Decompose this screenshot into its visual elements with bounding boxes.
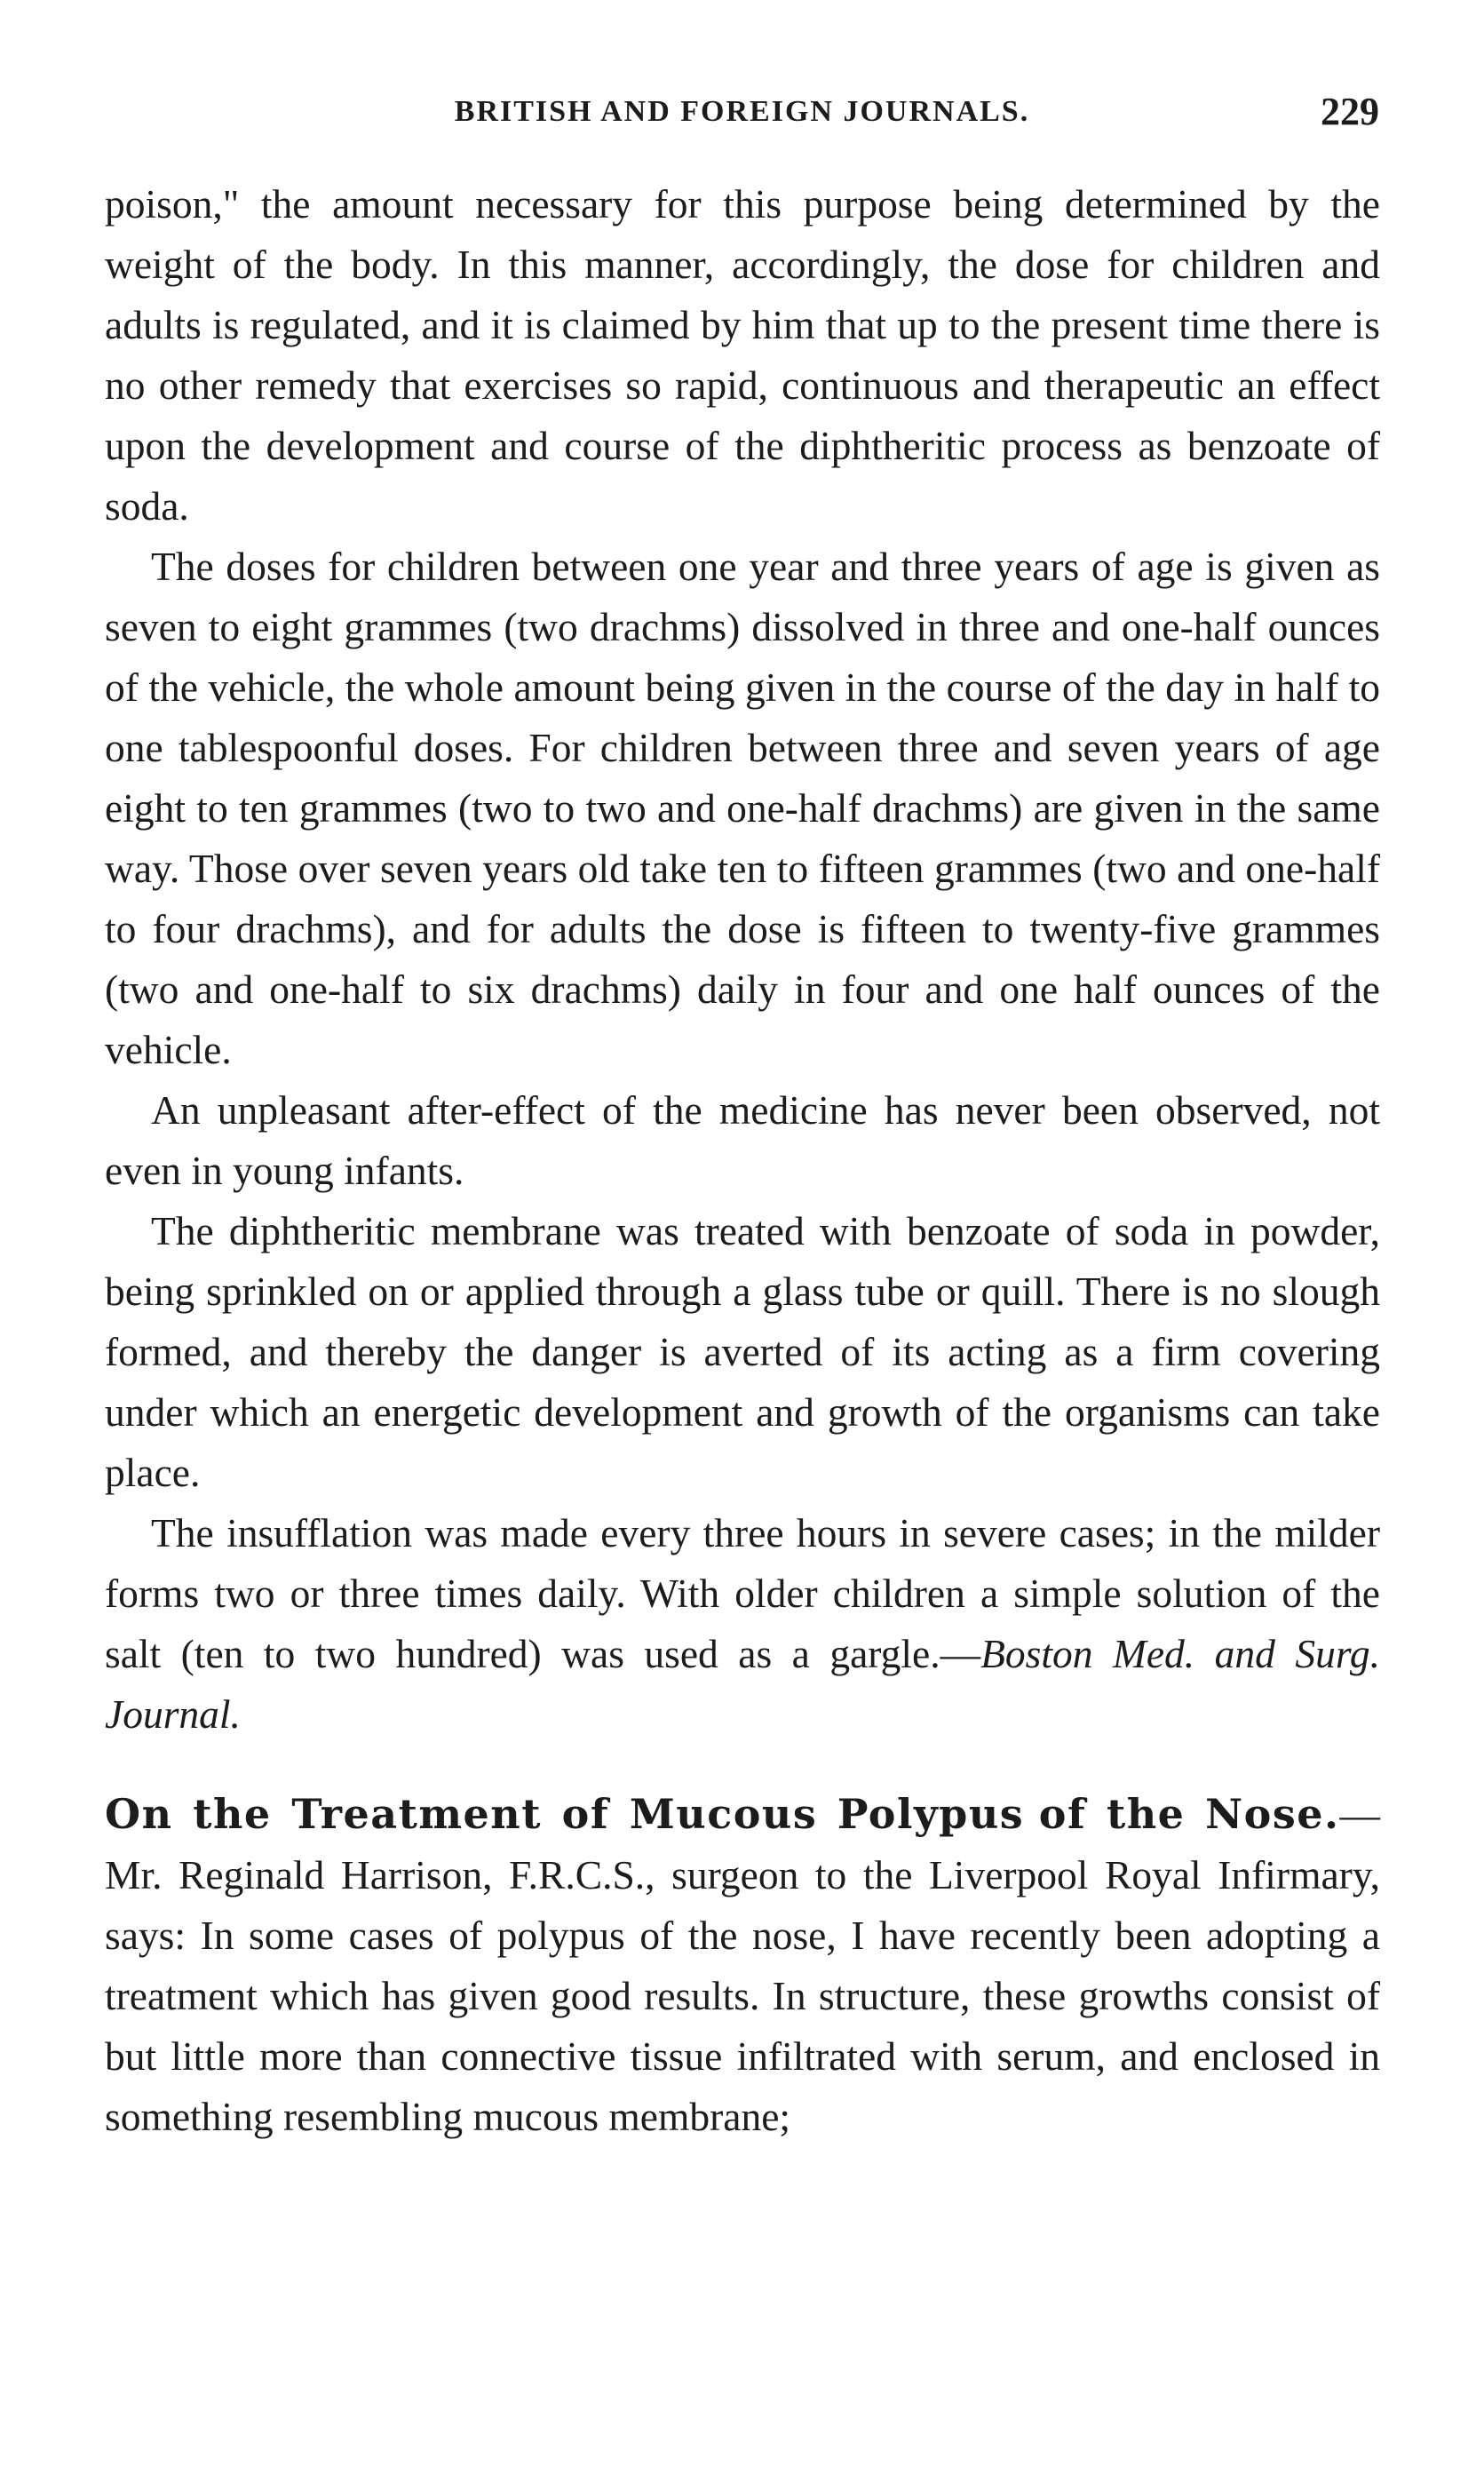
article-title-line2: of the Nose. <box>1038 1790 1340 1838</box>
journal-source: Boston Med. and Surg. Journal. <box>105 1631 1380 1737</box>
paragraph-membrane: The diphtheritic membrane was treated with benzoate of soda in powder, being sprinkled on or applied through a glass tube or quill. There is no slough formed, and thereby the danger is averted of its acting as a firm covering under which an energetic development and growth of the organisms can take place. <box>105 1208 1380 1495</box>
article-first-paragraph <box>105 1784 1380 2147</box>
paragraph-after-effect: An unpleasant after-effect of the medicine has never been observed, not even in young infants. <box>105 1087 1380 1193</box>
insufflation-text: The insufflation was made every three hours in severe cases; in the milder forms two or three times daily. With older children a simple solution of the salt (ten to two hundred) was used as a gargle.— <box>105 1510 1380 1676</box>
running-head <box>105 85 1379 139</box>
running-title: BRITISH AND FOREIGN JOURNALS. <box>454 95 1030 128</box>
paragraph-insufflation <box>105 1503 1380 1745</box>
page-number: 229 <box>1321 90 1379 133</box>
paragraph-continued: poison," the amount necessary for this purpose being determined by the weight of the body. In this manner, accordingly, the dose for children and adults is regulated, and it is claimed by him that up to the present time there is no other remedy that exercises so rapid, continuous and therapeutic an effect upon the development and course of the diphtheritic process as benzoate of soda. <box>105 181 1380 529</box>
article-mucous-polypus <box>105 1784 1380 2147</box>
body-text <box>105 174 1380 2147</box>
paragraph-doses: The doses for children between one year and three years of age is given as seven to eight grammes (two drachms) dissolved in three and one-half ounces of the vehicle, the whole amount being given in the course of the day in half to one tablespoonful doses. For children between three and seven years of age eight to ten grammes (two to two and one-half drachms) are given in the same way. Those over seven years old take ten to fifteen grammes (two and one-half to four drachms), and for adults the dose is fifteen to twenty-five grammes (two and one-half to six drachms) daily in four and one half ounces of the vehicle. <box>105 544 1380 1072</box>
article-text: —Mr. Reginald Harrison, F.R.C.S., surgeon to the Liverpool Royal Infirmary, says: In some cases of polypus of the nose, I have recently been adopting a treatment which has given good results. In structure, these growths consist of but little more than connective tissue infiltrated with serum, and enclosed in something resembling mucous membrane; <box>105 1792 1381 2139</box>
article-title-line1: On the Treatment of Mucous Polypus <box>105 1790 1025 1838</box>
